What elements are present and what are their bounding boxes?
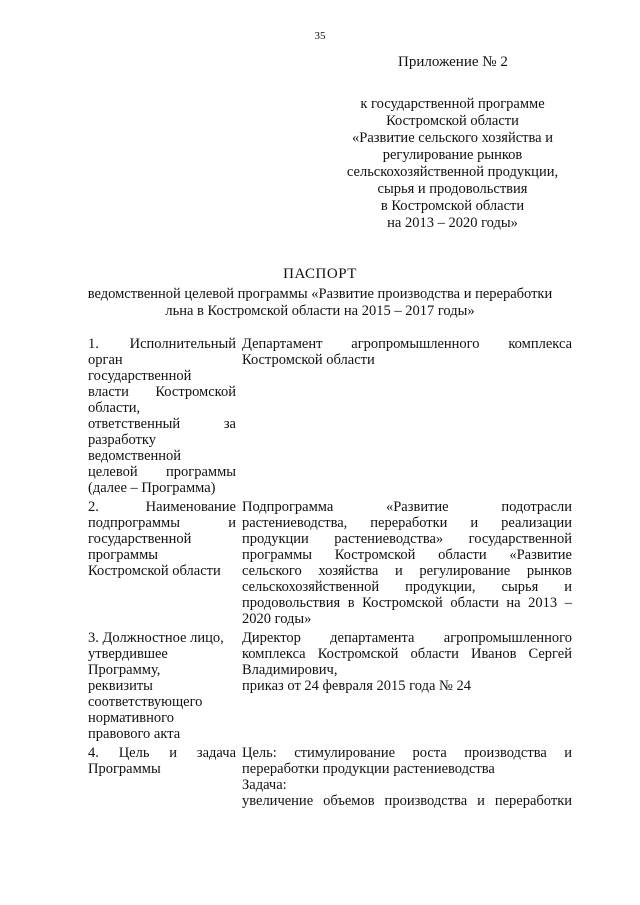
appendix-reference	[330, 96, 575, 232]
row-label-line: реквизиты	[88, 678, 153, 694]
row-label-line: орган	[88, 352, 123, 368]
row-label-line: 1. Исполнительный	[88, 336, 236, 352]
row-label-line: нормативного	[88, 710, 174, 726]
row-label-line: ведомственной	[88, 448, 182, 464]
row-label-line: 4. Цель и задача	[88, 745, 236, 761]
row-label-line: подпрограммы и	[88, 515, 236, 531]
row-label-line: утвердившее	[88, 646, 168, 662]
row-label-line: ответственный за	[88, 416, 236, 432]
row-label-line: государственной	[88, 368, 192, 384]
row-value-line: продовольствия в Костромской области на 2013 –	[242, 595, 572, 611]
row-label-line: Программы	[88, 761, 161, 777]
row-value-line: Костромской области	[242, 352, 375, 368]
passport-table	[88, 336, 572, 812]
row-label	[88, 336, 236, 496]
row-label-line: (далее – Программа)	[88, 480, 216, 496]
row-value-line: комплекса Костромской области Иванов Сергей	[242, 646, 572, 662]
row-value-line: Цель: стимулирование роста производства и	[242, 745, 572, 761]
row-value-line: Департамент агропромышленного комплекса	[242, 336, 572, 352]
appendix-ref-line: на 2013 – 2020 годы»	[387, 215, 518, 231]
row-label-line: власти Костромской	[88, 384, 236, 400]
subtitle-line: ведомственной целевой программы «Развитие производства и переработки	[87, 286, 553, 302]
row-label-line: Программу,	[88, 662, 161, 678]
row-label-line: Костромской области	[88, 563, 221, 579]
appendix-ref-line: в Костромской области	[380, 198, 525, 214]
appendix-ref-line: сырья и продовольствия	[377, 181, 528, 197]
row-value-line: растениеводства, переработки и реализации	[242, 515, 572, 531]
document-subtitle	[60, 286, 580, 320]
row-value-line: сельскохозяйственной продукции, сырья и	[242, 579, 572, 595]
row-value	[242, 745, 572, 809]
row-label-line: государственной	[88, 531, 192, 547]
row-value-line: Задача:	[242, 777, 287, 793]
subtitle-line: льна в Костромской области на 2015 – 2017 годы»	[165, 303, 475, 319]
row-label-line: области,	[88, 400, 141, 416]
row-value-line: программы Костромской области «Развитие	[242, 547, 572, 563]
row-value-line: сельского хозяйства и регулирование рынков	[242, 563, 572, 579]
row-value	[242, 499, 572, 627]
row-label-line: 2. Наименование	[88, 499, 236, 515]
row-value	[242, 630, 572, 742]
appendix-ref-line: сельскохозяйственной продукции,	[346, 164, 559, 180]
row-label-line: 3. Должностное лицо,	[88, 630, 224, 646]
row-label-line: программы	[88, 547, 158, 563]
row-value-line: Владимирович,	[242, 662, 338, 678]
row-value-line: продукции растениеводства» государственной	[242, 531, 572, 547]
appendix-ref-line: «Развитие сельского хозяйства и	[352, 130, 553, 146]
row-label-line: целевой программы	[88, 464, 236, 480]
row-value-line: 2020 годы»	[242, 611, 312, 627]
appendix-ref-line: Костромской области	[386, 113, 519, 129]
appendix-ref-line: к государственной программе	[360, 96, 545, 112]
row-value-line: Директор департамента агропромышленного	[242, 630, 572, 646]
row-value	[242, 336, 572, 496]
row-label-line: правового акта	[88, 726, 181, 742]
row-value-line: увеличение объемов производства и переработки	[242, 793, 572, 809]
passport-row	[88, 336, 572, 496]
row-label-line: разработку	[88, 432, 156, 448]
document-title: ПАСПОРТ	[283, 266, 357, 282]
row-label	[88, 630, 236, 742]
passport-row	[88, 745, 572, 809]
passport-row	[88, 499, 572, 627]
page-number: 35	[314, 30, 326, 42]
appendix-ref-line: регулирование рынков	[382, 147, 523, 163]
row-value-line: переработки продукции растениеводства	[242, 761, 495, 777]
row-label	[88, 745, 236, 809]
row-value-line: Подпрограмма «Развитие подотрасли	[242, 499, 572, 515]
row-label-line: соответствующего	[88, 694, 203, 710]
appendix-number: Приложение № 2	[398, 54, 508, 70]
row-label	[88, 499, 236, 627]
row-value-line: приказ от 24 февраля 2015 года № 24	[242, 678, 471, 694]
passport-row	[88, 630, 572, 742]
